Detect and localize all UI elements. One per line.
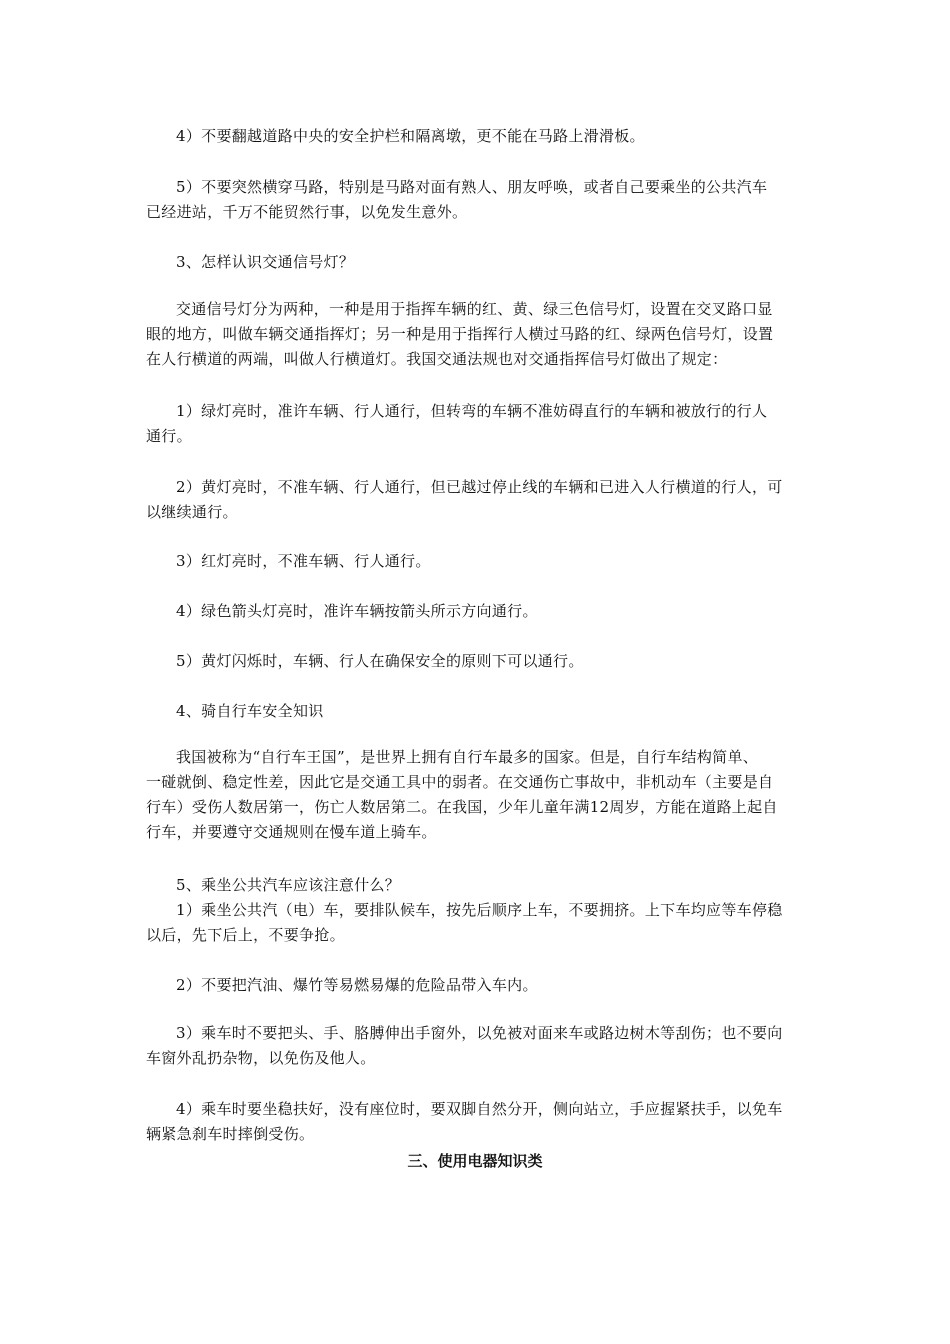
paragraph-4-line-3: 在人行横道的两端，叫做人行横道灯。我国交通法规也对交通指挥信号灯做出了规定： [146,350,728,368]
paragraph-6-line-1: 2）黄灯亮时，不准车辆、行人通行，但已越过停止线的车辆和已进入人行横道的行人，可 [176,478,783,496]
paragraph-5-line-2: 通行。 [146,427,192,445]
paragraph-11-line-3: 行车）受伤人数居第一，伤亡人数居第二。在我国，少年儿童年满12周岁，方能在道路上起自 [146,798,778,816]
paragraph-15-line-2: 车窗外乱扔杂物，以免伤及他人。 [146,1049,376,1067]
paragraph-4-line-2: 眼的地方，叫做车辆交通指挥灯；另一种是用于指挥行人横过马路的红、绿两色信号灯，设置 [146,325,774,343]
paragraph-13-line-2: 以后，先下后上，不要争抢。 [146,926,345,944]
paragraph-15-line-1: 3）乘车时不要把头、手、胳膊伸出手窗外，以免被对面来车或路边树木等刮伤；也不要向 [176,1024,783,1042]
paragraph-11-line-1: 我国被称为“自行车王国”，是世界上拥有自行车最多的国家。但是，自行车结构简单、 [176,748,759,766]
paragraph-9-line-1: 5）黄灯闪烁时，车辆、行人在确保安全的原则下可以通行。 [176,652,584,670]
paragraph-3-line-1: 3、怎样认识交通信号灯？ [176,253,355,271]
paragraph-11-line-4: 行车，并要遵守交通规则在慢车道上骑车。 [146,823,437,841]
paragraph-8-line-1: 4）绿色箭头灯亮时，准许车辆按箭头所示方向通行。 [176,602,538,620]
paragraph-2-line-2: 已经进站，千万不能贸然行事，以免发生意外。 [146,203,468,221]
paragraph-1-line-1: 4）不要翻越道路中央的安全护栏和隔离墩，更不能在马路上滑滑板。 [176,127,645,145]
paragraph-14-line-1: 2）不要把汽油、爆竹等易燃易爆的危险品带入车内。 [176,976,538,994]
paragraph-16-line-1: 4）乘车时要坐稳扶好，没有座位时，要双脚自然分开，侧向站立，手应握紧扶手，以免车 [176,1100,783,1118]
paragraph-7-line-1: 3）红灯亮时，不准车辆、行人通行。 [176,552,431,570]
paragraph-4-line-1: 交通信号灯分为两种，一种是用于指挥车辆的红、黄、绿三色信号灯，设置在交叉路口显 [176,300,773,318]
paragraph-5-line-1: 1）绿灯亮时，准许车辆、行人通行，但转弯的车辆不准妨碍直行的车辆和被放行的行人 [176,402,768,420]
paragraph-12-line-1: 5、乘坐公共汽车应该注意什么？ [176,876,401,894]
paragraph-13-line-1: 1）乘坐公共汽（电）车，要排队候车，按先后顺序上车，不要拥挤。上下车均应等车停稳 [176,901,783,919]
section-heading: 三、使用电器知识类 [407,1152,543,1170]
paragraph-16-line-2: 辆紧急刹车时摔倒受伤。 [146,1125,315,1143]
paragraph-10-line-1: 4、骑自行车安全知识 [176,702,324,720]
paragraph-2-line-1: 5）不要突然横穿马路，特别是马路对面有熟人、朋友呼唤，或者自己要乘坐的公共汽车 [176,178,768,196]
paragraph-6-line-2: 以继续通行。 [146,503,238,521]
paragraph-11-line-2: 一碰就倒、稳定性差，因此它是交通工具中的弱者。在交通伤亡事故中，非机动车（主要是自 [146,773,774,791]
